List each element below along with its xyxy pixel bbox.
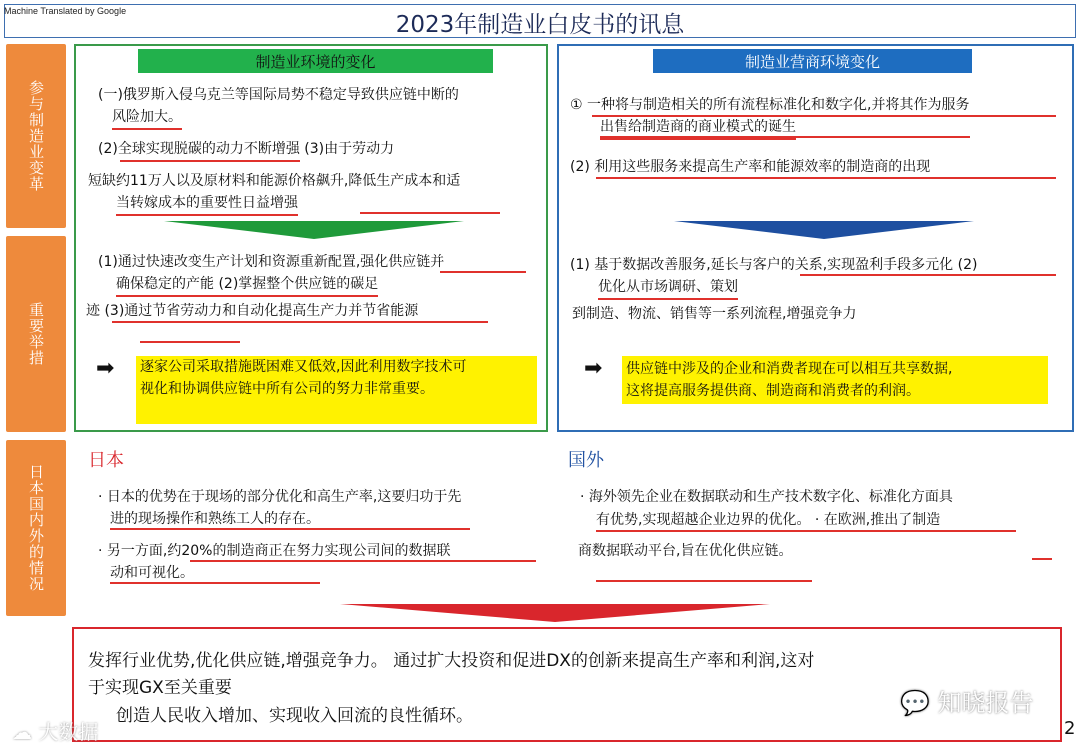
right-highlight-line-1: 供应链中涉及的企业和消费者现在可以相互共享数据, [626, 361, 953, 377]
machine-translated-note: Machine Translated by Google [4, 6, 127, 16]
left-underline-5 [360, 212, 500, 214]
left-line-2: 风险加大。 [112, 106, 182, 130]
right-underline-3 [596, 177, 1056, 179]
right-line-3: (2) 利用这些服务来提高生产率和能源效率的制造商的出现 [570, 159, 931, 175]
right-measure-2: 优化从市场调研、策划 [598, 276, 738, 300]
left-measure-underline-4 [140, 341, 240, 343]
left-highlight-line-1: 逐家公司采取措施既困难又低效,因此利用数字技术可 [140, 359, 467, 375]
right-line-1: ① 一种将与制造相关的所有流程标准化和数字化,并将其作为服务 [570, 97, 970, 113]
left-line-4: 短缺约11万人以及原材料和能源价格飙升,降低生产成本和适 [88, 173, 461, 189]
overseas-underline-3b [1032, 558, 1052, 560]
left-measure-3: 迹 (3)通过节省劳动力和自动化提高生产力并节省能源 [86, 303, 419, 319]
japan-item-4: 动和可视化。 [110, 565, 194, 581]
left-highlight-line-2: 视化和协调供应链中所有公司的努力非常重要。 [140, 381, 434, 397]
overseas-label: 国外 [568, 450, 604, 471]
conclusion-down-arrow [340, 604, 770, 622]
conclusion-line-3: 创造人民收入增加、实现收入回流的良性循环。 [116, 706, 473, 726]
watermark-right-text: 知晓报告 [937, 689, 1034, 717]
left-line-1: (一)俄罗斯入侵乌克兰等国际局势不稳定导致供应链中断的 [98, 87, 459, 103]
right-line-2: 出售给制造商的商业模式的诞生 [600, 116, 796, 140]
side-label-participate [6, 44, 66, 228]
right-panel-header: 制造业营商环境变化 [653, 49, 972, 73]
overseas-item-2: 有优势,实现超越企业边界的优化。 · 在欧洲,推出了制造 [596, 512, 941, 528]
watermark-left-text: 大数据 [38, 720, 99, 744]
right-measure-3: 到制造、物流、销售等一系列流程,增强竞争力 [572, 306, 857, 322]
side-label-measures-text: 重要举措 [27, 302, 45, 366]
watermark-right [900, 683, 1034, 718]
left-arrow-bullet-icon: ➡ [96, 356, 115, 381]
right-measure-underline-1 [800, 274, 1056, 276]
overseas-item-3: 商数据联动平台,旨在优化供应链。 [578, 543, 793, 559]
right-measure-1: (1) 基于数据改善服务,延长与客户的关系,实现盈利手段多元化 (2) [570, 257, 978, 273]
side-label-situation [6, 440, 66, 616]
japan-item-2: 进的现场操作和熟练工人的存在。 [110, 511, 320, 527]
overseas-item-1: · 海外领先企业在数据联动和生产技术数字化、标准化方面具 [580, 489, 953, 505]
japan-underline-3 [190, 560, 536, 562]
left-line-3: (2)全球实现脱碳的动力不断增强 (3)由于劳动力 [98, 141, 395, 157]
watermark-left-icon: ☁ [12, 720, 32, 744]
overseas-underline-2 [596, 530, 1016, 532]
right-arrow-bullet-icon: ➡ [584, 356, 603, 381]
wechat-icon: 💬 [900, 689, 930, 717]
japan-item-1: · 日本的优势在于现场的部分优化和高生产率,这要归功于先 [98, 489, 462, 505]
left-panel-header: 制造业环境的变化 [138, 49, 493, 73]
left-measure-2: 确保稳定的产能 (2)掌握整个供应链的碳足 [116, 273, 378, 297]
left-line-5: 当转嫁成本的重要性日益增强 [116, 192, 298, 216]
right-highlight-line-2: 这将提高服务提供商、制造商和消费者的利润。 [626, 383, 920, 399]
left-down-arrow [164, 221, 464, 239]
japan-underline-4 [110, 582, 320, 584]
page-title: 2023年制造业白皮书的讯息 [395, 12, 685, 38]
side-label-situation-text: 日本国内外的情况 [27, 464, 45, 592]
left-measure-underline-1 [440, 271, 526, 273]
conclusion-line-2: 于实现GX至关重要 [88, 678, 232, 698]
japan-item-3: · 另一方面,约20%的制造商正在努力实现公司间的数据联 [98, 543, 451, 559]
overseas-underline-3 [596, 580, 812, 582]
right-underline-2 [600, 136, 970, 138]
conclusion-line-1: 发挥行业优势,优化供应链,增强竞争力。 通过扩大投资和促进DX的创新来提高生产率和利润,这对 [88, 651, 815, 671]
japan-label: 日本 [88, 450, 124, 471]
left-measure-underline-3 [112, 321, 488, 323]
side-label-measures [6, 236, 66, 432]
right-down-arrow [674, 221, 974, 239]
left-measure-1: (1)通过快速改变生产计划和资源重新配置,强化供应链并 [98, 254, 445, 270]
page-number: 2 [1064, 718, 1076, 739]
side-label-participate-text: 参与制造业变革 [27, 80, 45, 192]
left-underline-3 [120, 160, 300, 162]
japan-underline-2 [110, 528, 470, 530]
watermark-left [12, 716, 98, 745]
